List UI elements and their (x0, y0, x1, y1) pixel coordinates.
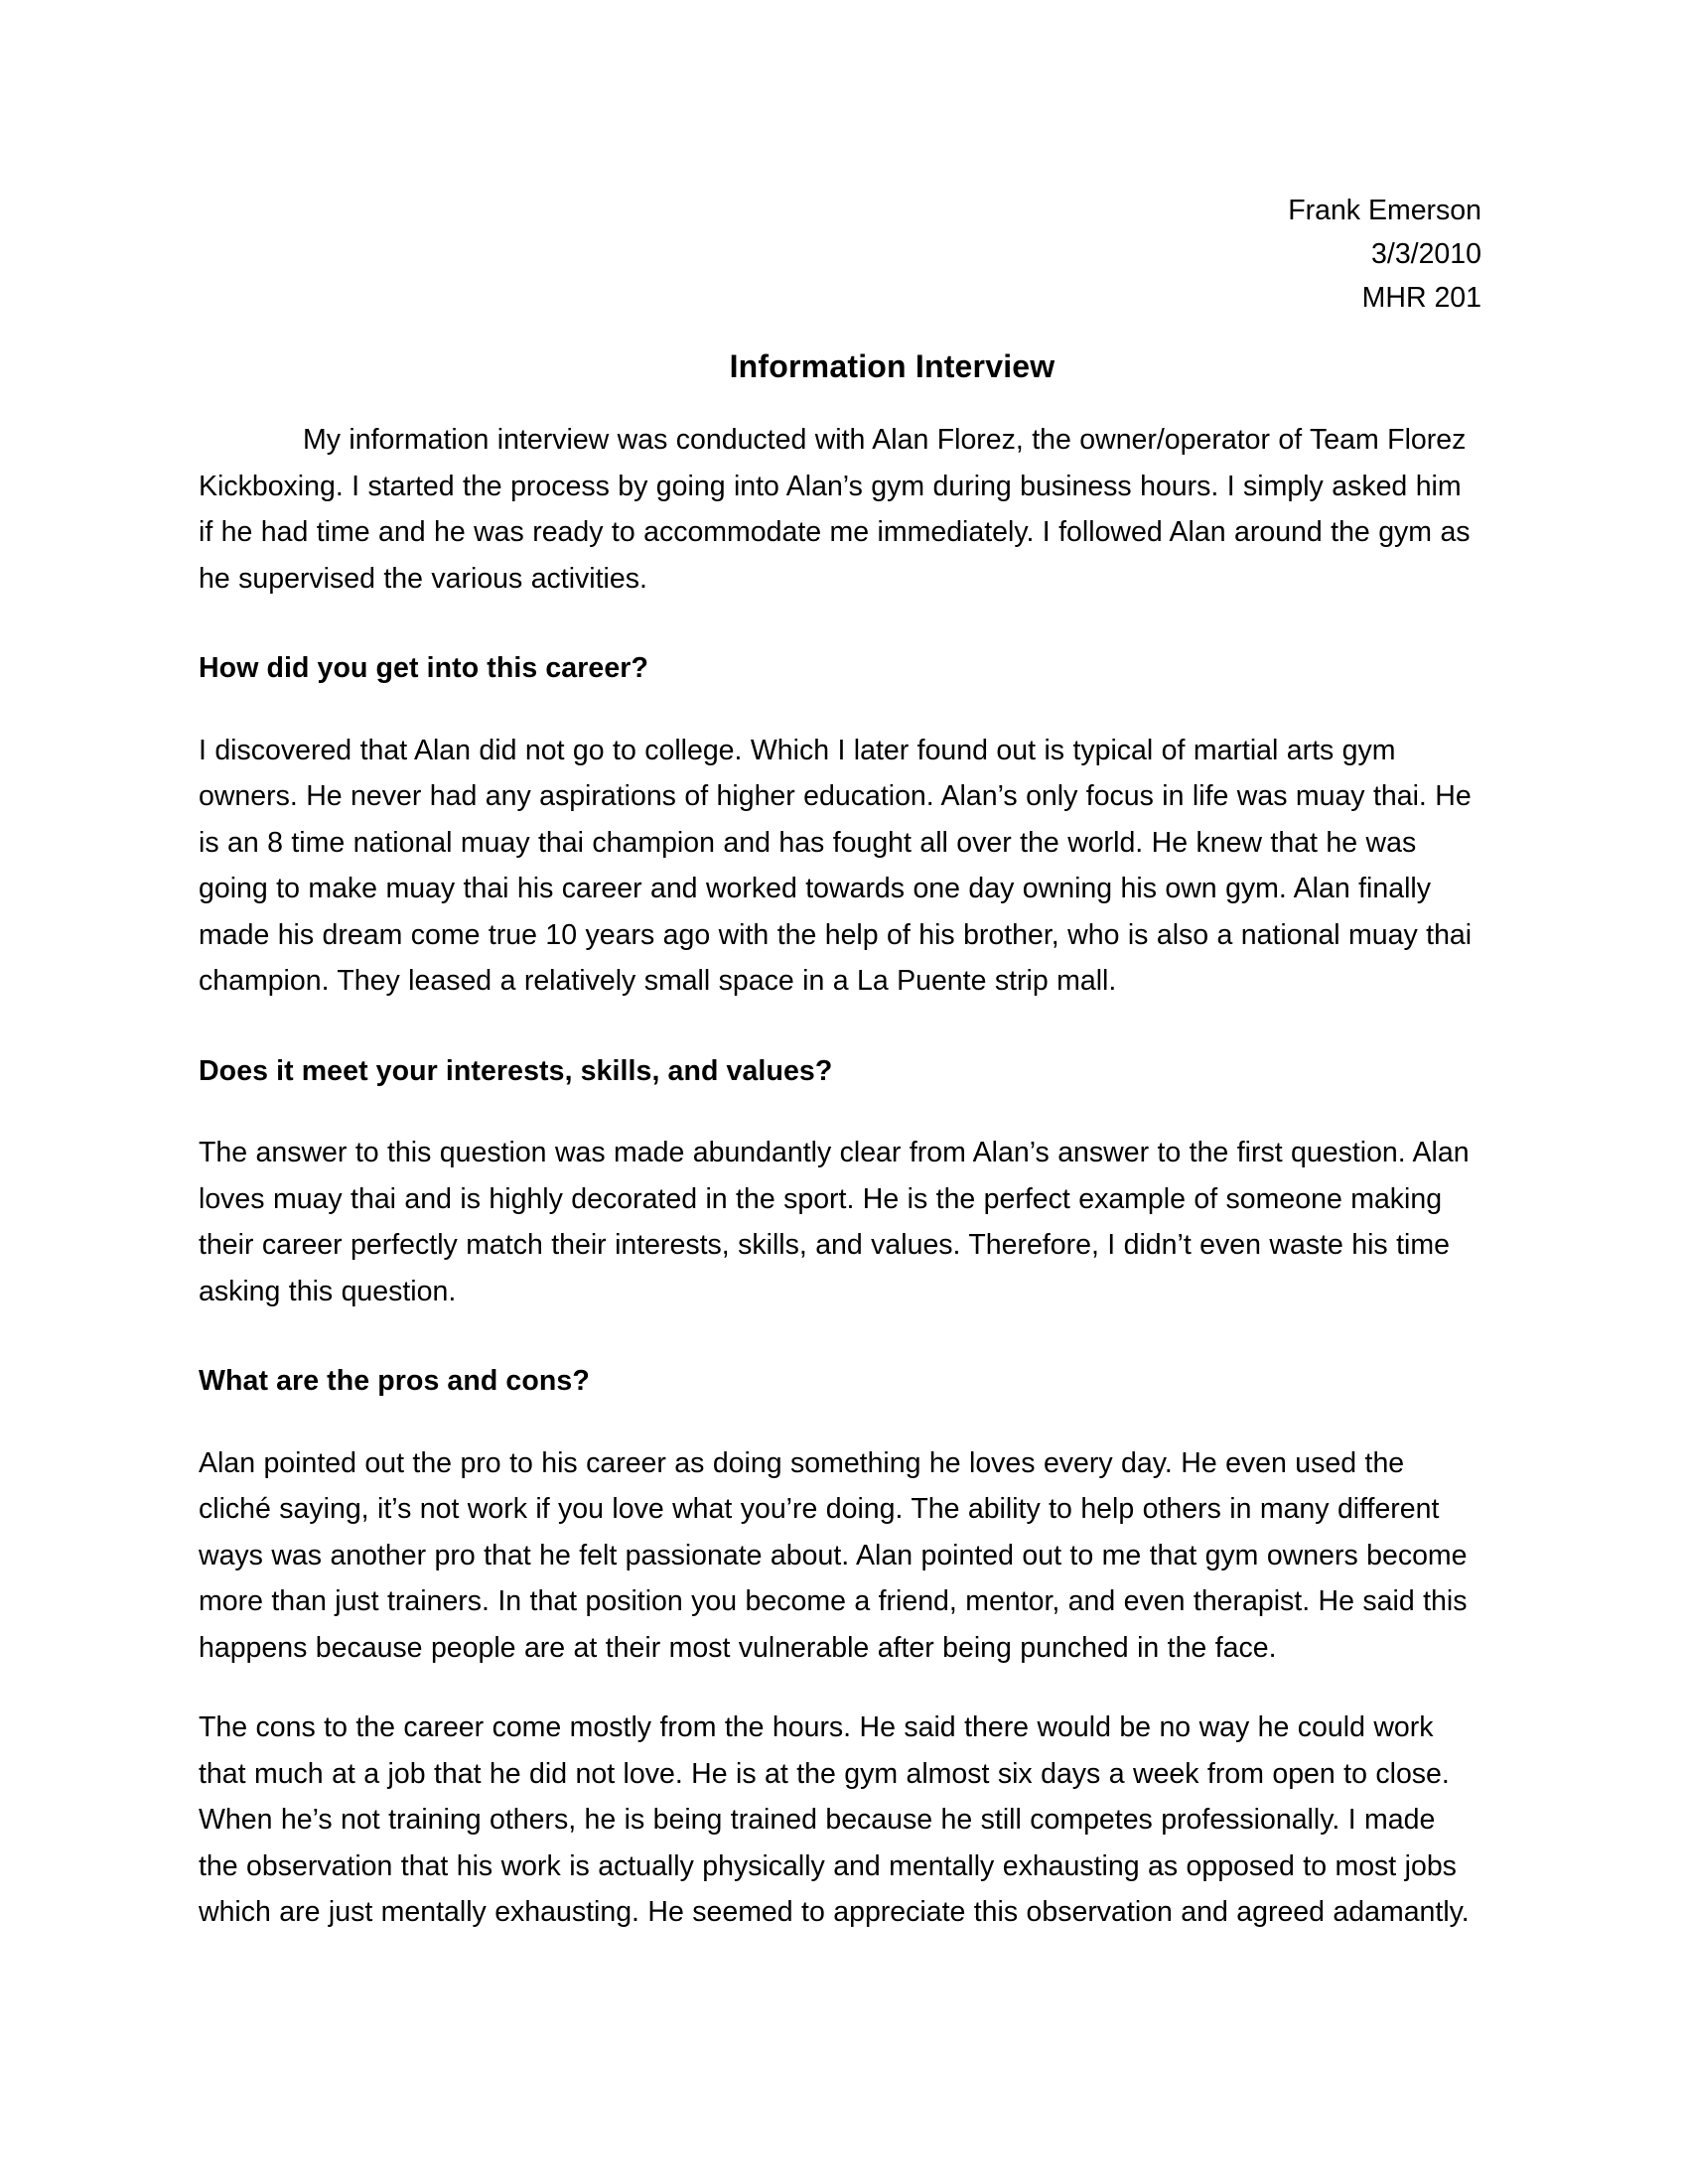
section-heading-interests: Does it meet your interests, skills, and values? (199, 1054, 833, 1087)
section-paragraph-career-1: I discovered that Alan did not go to college. Which I later found out is typical of martial arts gym owners. He never had any aspirations of higher education. Alan’s only focus in life was muay thai. He is an 8 time national muay thai champion and has fought all over the world. He knew that he was going to make muay thai his career and worked towards one day owning his own gym. Alan finally made his dream come true 10 years ago with the help of his brother, who is also a national muay thai champion. They leased a relatively small space in a La Puente strip mall. (199, 734, 1473, 997)
section-heading-career: How did you get into this career? (199, 652, 649, 684)
document-body (199, 0, 1481, 1936)
page-title: Information Interview (729, 348, 1055, 384)
course-code: MHR 201 (1361, 282, 1481, 314)
section-paragraph-interests-1: The answer to this question was made abundantly clear from Alan’s answer to the first question. Alan loves muay thai and is highly decorated in the sport. He is the perfect example of someone making their career perfectly match their interests, skills, and values. Therefore, I didn’t even waste his time asking this question. (199, 1137, 1470, 1307)
intro-paragraph: My information interview was conducted with Alan Florez, the owner/operator of Team Florez Kickboxing. I started the process by going into Alan’s gym during business hours. I simply asked him if he had time and he was ready to accommodate me immediately. I followed Alan around the gym as he supervised the various activities. (199, 424, 1471, 595)
document-header-block (199, 0, 1481, 320)
author-name: Frank Emerson (1288, 195, 1481, 226)
section-paragraph-pros-cons-2: The cons to the career come mostly from the hours. He said there would be no way he could work that much at a job that he did not love. He is at the gym almost six days a week from open to close. When he’s not training others, he is being trained because he still competes professionally. I made the observation that his work is actually physically and mentally exhausting as opposed to most jobs which are just mentally exhausting. He seemed to appreciate this observation and agreed adamantly. (199, 1711, 1470, 1928)
section-heading-pros-cons: What are the pros and cons? (199, 1365, 590, 1397)
section-paragraph-pros-cons-1: Alan pointed out the pro to his career as doing something he loves every day. He even used the cliché saying, it’s not work if you love what you’re doing. The ability to help others in many different ways was another pro that he felt passionate about. Alan pointed out to me that gym owners become more than just trainers. In that position you become a friend, mentor, and even therapist. He said this happens because people are at their most vulnerable after being punched in the face. (199, 1446, 1468, 1664)
document-date: 3/3/2010 (1371, 238, 1481, 270)
